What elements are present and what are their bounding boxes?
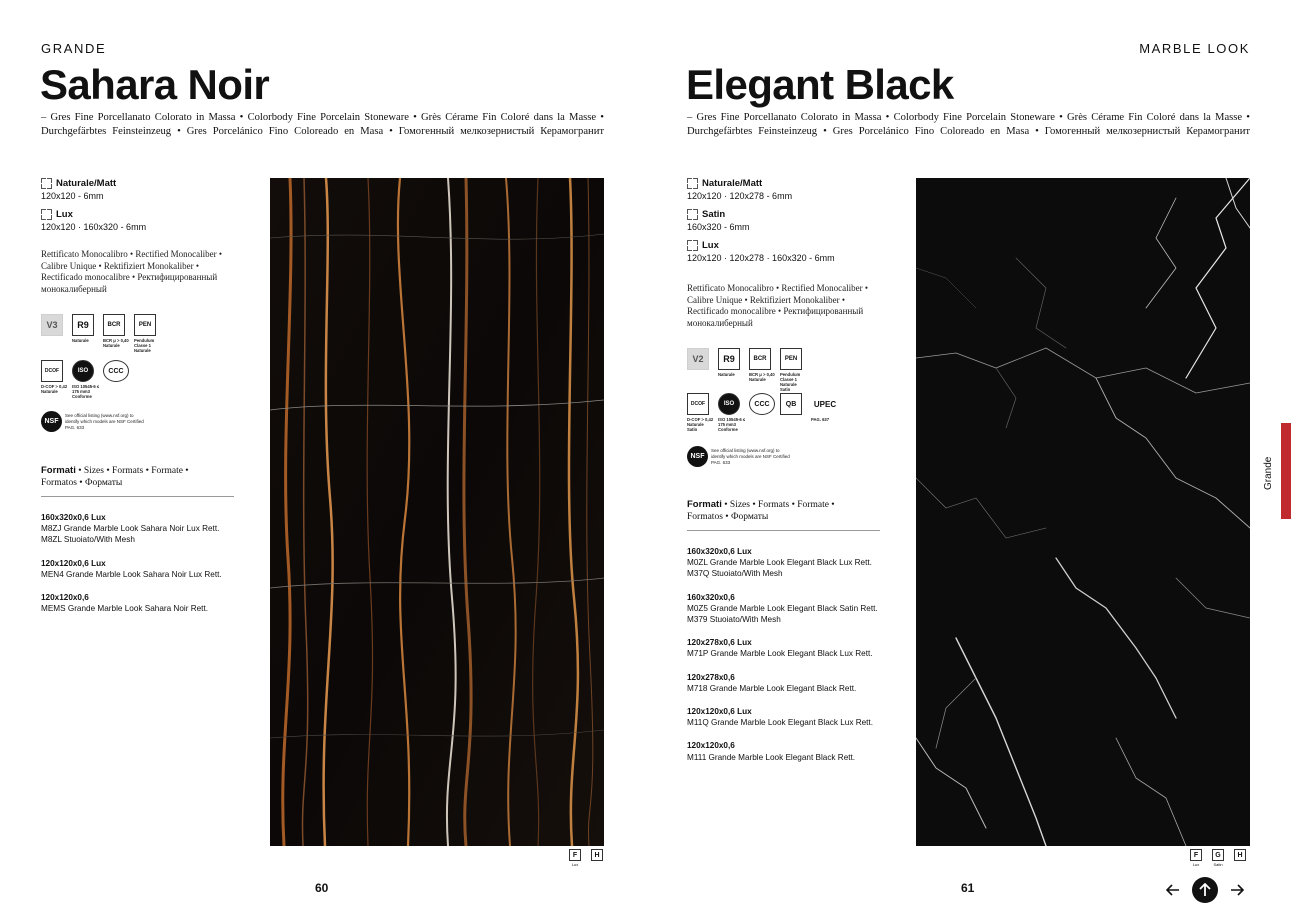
product-entry: 160x320x0,6 M0Z5 Grande Marble Look Elegant Black Satin Rett. M379 Stuoiato/With Mesh (687, 592, 878, 625)
formats-heading: Formati • Sizes • Formats • Formate • Formatos • Форматы (687, 499, 835, 522)
finishes-list (41, 178, 241, 232)
iso-abrasion-icon: ISO ISO 10545-6 ≤ 175 mm3 Conforme (718, 393, 746, 432)
product-entry: 120x120x0,6 Lux MEN4 Grande Marble Look Sahara Noir Lux Rett. (41, 558, 222, 579)
divider (41, 496, 234, 497)
finish-item (41, 178, 241, 201)
rectified-note: Rettificato Monocalibro • Rectified Monocaliber • Calibre Unique • Rektifiziert Monokaliber • Rectificado monocalibre • Ректифицированный монокалиберный (41, 249, 222, 294)
elegant-black-marble-image (916, 178, 1250, 846)
finish-name: Naturale/Matt (56, 178, 117, 189)
tile-icon (41, 209, 52, 220)
tile-icon (687, 209, 698, 220)
section-kicker: MARBLE LOOK (1139, 41, 1250, 56)
finish-item (687, 240, 907, 263)
product-entry: 120x120x0,6 MEMS Grande Marble Look Sahara Noir Rett. (41, 593, 209, 614)
tile-icon (687, 178, 698, 189)
iso-abrasion-icon: ISO ISO 10545-6 ≤ 175 mm3 Conforme (72, 360, 100, 399)
r9-rating-icon: R9 Naturale (718, 348, 746, 392)
page-number: 61 (961, 881, 975, 895)
side-tab-label: Grande (1263, 456, 1274, 490)
tile-icon (41, 178, 52, 189)
finish-item (41, 209, 241, 232)
finish-badge: F Lux (1190, 849, 1202, 867)
nsf-certification (687, 446, 791, 467)
bcr-slip-icon: BCR BCR μ > 0,40 Naturale (749, 348, 777, 392)
nsf-certification (41, 411, 145, 432)
finish-sizes: 160x320 - 6mm (687, 222, 750, 232)
v3-rating-icon: V3 (41, 314, 69, 353)
nsf-note: See official listing (www.nsf.org) to identify which models are NSF Certified PAG. 633 (711, 447, 790, 465)
product-entry: 120x120x0,6 M111 Grande Marble Look Elegant Black Rett. (687, 741, 856, 762)
r9-rating-icon: R9 Naturale (72, 314, 100, 353)
page-number: 60 (315, 881, 329, 895)
v2-rating-icon: V2 (687, 348, 715, 392)
bcr-slip-icon: BCR BCR μ > 0,40 Naturale (103, 314, 131, 353)
arrow-left-icon (1166, 884, 1180, 896)
finish-sizes: 120x120 · 160x320 - 6mm (41, 222, 147, 232)
ccc-cert-icon: CCC (103, 360, 131, 399)
divider (687, 530, 880, 531)
nsf-note: See official listing (www.nsf.org) to identify which models are NSF Certified PAG. 633 (65, 412, 144, 430)
product-codes (687, 546, 907, 763)
product-entry: 120x278x0,6 Lux M71P Grande Marble Look Elegant Black Lux Rett. (687, 638, 873, 659)
cert-row-1 (41, 314, 162, 353)
sahara-noir-marble-image (270, 178, 604, 846)
next-page-button[interactable] (1228, 880, 1246, 900)
finish-sizes: 120x120 · 120x278 - 6mm (687, 191, 793, 201)
finish-sizes: 120x120 - 6mm (41, 191, 104, 201)
finishes-list (687, 178, 907, 263)
finish-badge: H (591, 849, 603, 867)
finish-name: Lux (56, 209, 73, 220)
finish-item (687, 178, 907, 201)
section-side-tab[interactable] (1281, 423, 1291, 519)
upec-cert-icon: UPEC PAG. 637 (811, 393, 841, 422)
pendulum-icon: PEN Pendulum Classe 1 Naturale (134, 314, 162, 353)
finish-badge: G Satin (1212, 849, 1224, 867)
nsf-logo-icon: NSF (687, 446, 708, 467)
product-entry: 120x278x0,6 M718 Grande Marble Look Elegant Black Rett. (687, 672, 857, 693)
finish-name: Lux (702, 240, 719, 251)
arrow-right-icon (1230, 884, 1244, 896)
product-entry: 120x120x0,6 Lux M11Q Grande Marble Look Elegant Black Lux Rett. (687, 707, 873, 728)
finish-item (687, 209, 907, 232)
product-description: – Gres Fine Porcellanato Colorato in Massa • Colorbody Fine Porcelain Stoneware • Grès Cérame Fin Coloré dans la Masse • Durchgefärbtes Feinsteinzeug • Gres Porcelánico Fino Coloreado en Masa • Гомогенный мелкозернистый Керамогранит (687, 112, 1250, 137)
dcof-icon: DCOF D-COF > 0,42 Naturale Satin (687, 393, 715, 432)
qb-cert-icon: QB (780, 393, 808, 415)
product-title: Elegant Black (686, 61, 954, 108)
finish-badge: F Lux (569, 849, 581, 867)
product-codes (41, 512, 261, 614)
cert-row-2 (41, 360, 131, 399)
finish-badges (569, 849, 603, 867)
finish-name: Naturale/Matt (702, 178, 763, 189)
cert-row-2 (687, 393, 841, 432)
finish-badges (1190, 849, 1246, 867)
product-entry: 160x320x0,6 Lux M8ZJ Grande Marble Look Sahara Noir Lux Rett. M8ZL Stuoiato/With Mesh (41, 513, 220, 545)
product-entry: 160x320x0,6 Lux M0ZL Grande Marble Look Elegant Black Lux Rett. M37Q Stuoiato/With Mesh (687, 547, 872, 579)
prev-page-button[interactable] (1164, 880, 1182, 900)
scroll-top-button[interactable] (1192, 877, 1218, 903)
ccc-cert-icon: CCC (749, 393, 777, 415)
finish-sizes: 120x120 · 120x278 · 160x320 - 6mm (687, 253, 835, 263)
dcof-icon: DCOF D-COF > 0,42 Naturale (41, 360, 69, 399)
section-kicker: GRANDE (41, 41, 107, 56)
formats-heading: Formati • Sizes • Formats • Formate • Formatos • Форматы (41, 465, 189, 488)
product-title: Sahara Noir (40, 61, 270, 108)
arrow-up-icon (1199, 883, 1211, 897)
tile-icon (687, 240, 698, 251)
finish-badge: H (1234, 849, 1246, 867)
pendulum-icon: PEN Pendulum Classe 1 Naturale Satin (780, 348, 808, 392)
product-description: – Gres Fine Porcellanato Colorato in Massa • Colorbody Fine Porcelain Stoneware • Grès Cérame Fin Coloré dans la Masse • Durchgefärbtes Feinsteinzeug • Gres Porcelánico Fino Coloreado en Masa • Гомогенный мелкозернистый Керамогранит (41, 112, 604, 137)
finish-name: Satin (702, 209, 726, 220)
rectified-note: Rettificato Monocalibro • Rectified Monocaliber • Calibre Unique • Rektifiziert Monokaliber • Rectificado monocalibre • Ректифицированный монокалиберный (687, 283, 868, 328)
cert-row-1 (687, 348, 808, 392)
nsf-logo-icon: NSF (41, 411, 62, 432)
